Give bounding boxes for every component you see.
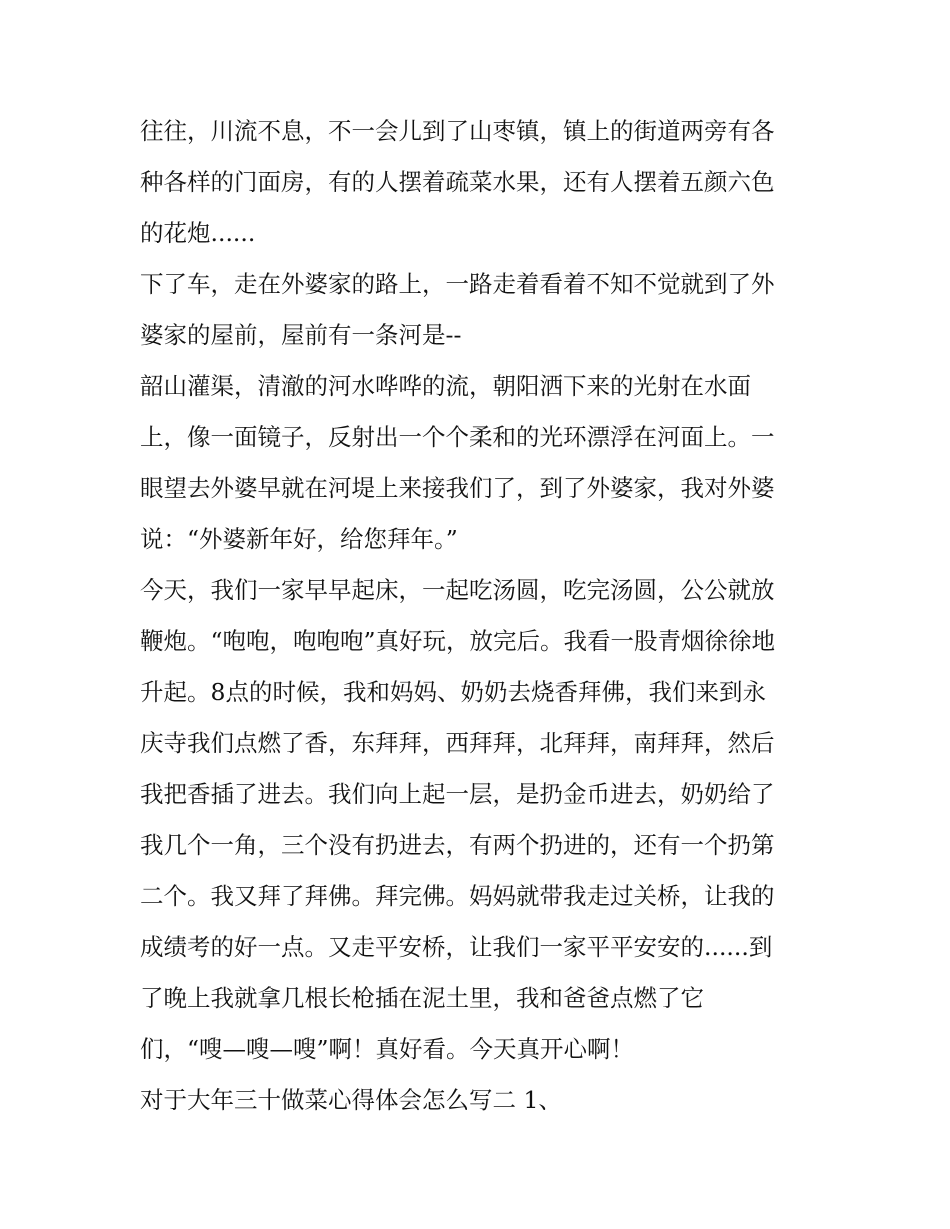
text-line: 我把香插了进去。我们向上起一层，是扔金币进去，奶奶给了 — [140, 780, 775, 808]
text-line: 鞭炮。“咆咆，咆咆咆”真好玩，放完后。我看一股青烟徐徐地 — [140, 627, 776, 655]
text-line: 今天，我们一家早早起床，一起吃汤圆，吃完汤圆，公公就放 — [140, 576, 775, 604]
text-line: 庆寺我们点燃了香，东拜拜，西拜拜，北拜拜，南拜拜，然后 — [140, 729, 775, 757]
text-line: 我几个一角，三个没有扔进去，有两个扔进的，还有一个扔第 — [140, 831, 775, 859]
text-line: 往往，川流不息，不一会儿到了山枣镇，镇上的街道两旁有各 — [140, 117, 775, 145]
text-line: 们，“嗖—嗖—嗖”啊！真好看。今天真开心啊！ — [140, 1035, 635, 1063]
text-line: 眼望去外婆早就在河堤上来接我们了，到了外婆家，我对外婆 — [140, 474, 775, 502]
section-heading: 对于大年三十做菜心得体会怎么写二 1、 — [140, 1086, 562, 1114]
text-line: 了晚上我就拿几根长枪插在泥土里，我和爸爸点燃了它 — [140, 984, 704, 1012]
text-line: 婆家的屋前，屋前有一条河是-- — [140, 321, 462, 349]
text-line: 的花炮...... — [140, 219, 256, 247]
text-line: 成绩考的好一点。又走平安桥，让我们一家平平安安的......到 — [140, 933, 773, 961]
text-line: 二个。我又拜了拜佛。拜完佛。妈妈就带我走过关桥，让我的 — [140, 882, 775, 910]
text-line: 种各样的门面房，有的人摆着疏菜水果，还有人摆着五颜六色 — [140, 168, 775, 196]
document-body — [140, 106, 820, 1126]
text-line: 说：“外婆新年好，给您拜年。” — [140, 525, 458, 553]
text-line: 上，像一面镜子，反射出一个个柔和的光环漂浮在河面上。一 — [140, 423, 775, 451]
text-line: 升起。8点的时候，我和妈妈、奶奶去烧香拜佛，我们来到永 — [140, 678, 766, 706]
text-line: 下了车，走在外婆家的路上，一路走着看着不知不觉就到了外 — [140, 270, 775, 298]
text-line: 韶山灌渠，清澈的河水哗哗的流，朝阳洒下来的光射在水面 — [140, 372, 751, 400]
